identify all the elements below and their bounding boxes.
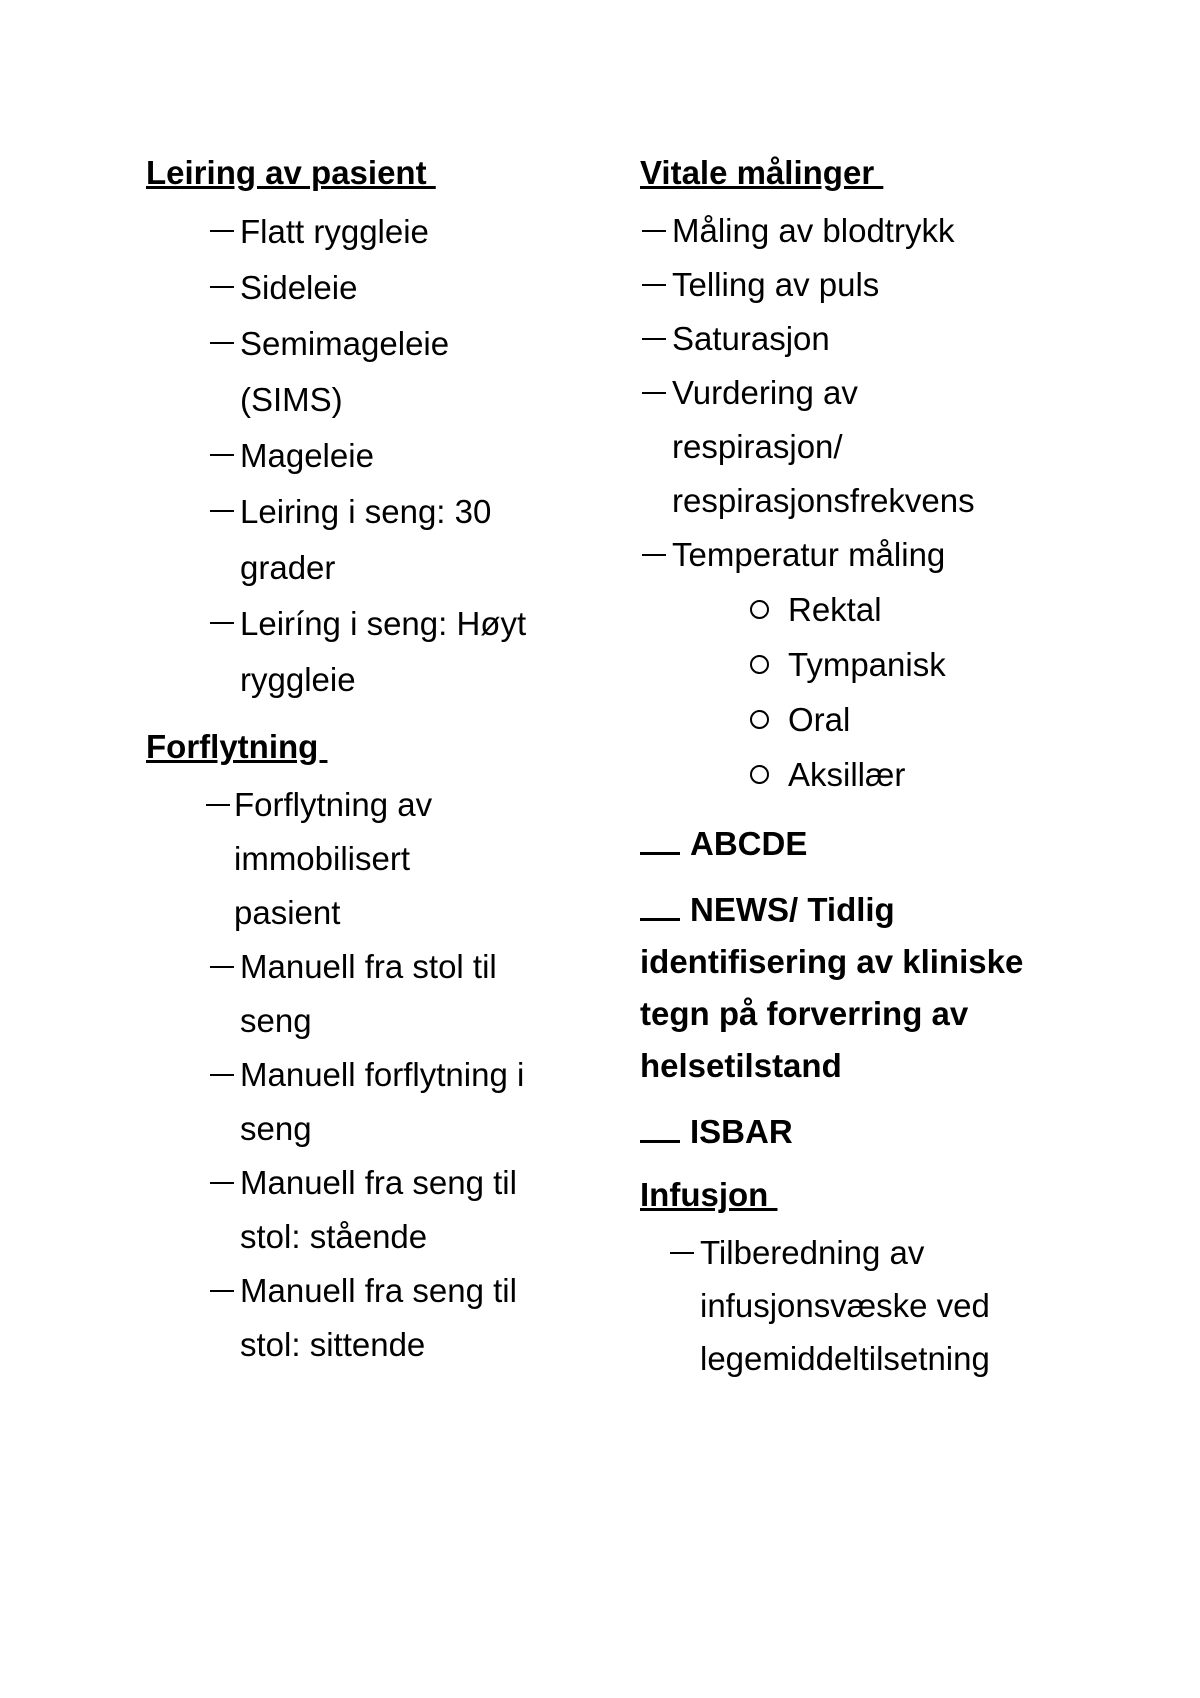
infusjon-list	[640, 1226, 1110, 1385]
checklist-item-label: Måling av blodtrykk	[672, 212, 955, 249]
checklist-item-abcde[interactable]	[640, 818, 1110, 870]
subitem-label: Oral	[788, 701, 851, 738]
blank-line-mark	[670, 1252, 694, 1254]
checklist-item-label: Telling av puls	[672, 266, 880, 303]
forflytning-list	[146, 778, 586, 1372]
checklist-item-label: Vurdering av respirasjon/ respirasjonsfrekvens	[672, 374, 975, 519]
section-forflytning	[146, 724, 586, 1372]
abcde-label: ABCDE	[690, 825, 808, 862]
subitem-label: Rektal	[788, 591, 882, 628]
checklist-item-label: Flatt ryggleie	[240, 213, 429, 250]
blank-line-mark	[210, 342, 234, 344]
checklist-item[interactable]	[640, 366, 975, 528]
circle-bullet-icon	[750, 765, 769, 784]
checklist-item[interactable]	[146, 316, 510, 428]
checklist-item[interactable]	[146, 1264, 570, 1372]
blank-line-mark	[210, 622, 234, 624]
checklist-item[interactable]	[146, 778, 474, 940]
checklist-item-label: Manuell forflytning i seng	[240, 1056, 525, 1147]
checklist-item[interactable]	[640, 312, 1092, 366]
blank-line-mark	[210, 286, 234, 288]
isbar-label: ISBAR	[690, 1113, 793, 1150]
checklist-item-label: Temperatur måling	[672, 536, 946, 573]
temperature-sublist	[640, 582, 1110, 802]
checklist-item-label: Leiring i seng: 30 grader	[240, 493, 492, 586]
checklist-item-news[interactable]	[640, 884, 1060, 1092]
right-column	[640, 150, 1110, 1401]
checklist-item-label: Semimageleie (SIMS)	[240, 325, 450, 418]
checklist-item-label: Mageleie	[240, 437, 374, 474]
subitem-label: Tympanisk	[788, 646, 946, 683]
blank-line-mark	[210, 454, 234, 456]
checklist-item-label: Forflytning av immobilisert pasient	[234, 786, 433, 931]
blank-line-mark	[210, 966, 234, 968]
blank-line-mark	[642, 392, 666, 394]
blank-line-mark	[642, 338, 666, 340]
blank-line-mark	[210, 230, 234, 232]
blank-line-mark	[642, 284, 666, 286]
checklist-item-label: Manuell fra stol til seng	[240, 948, 497, 1039]
checklist-item[interactable]	[146, 204, 580, 260]
section-heading-infusjon: Infusjon	[640, 1176, 778, 1213]
checklist-item[interactable]	[640, 1226, 1040, 1385]
checklist-item[interactable]	[146, 260, 580, 316]
checklist-item[interactable]	[146, 484, 540, 596]
checklist-item-label: Tilberedning av infusjonsvæske ved legemiddeltilsetning	[700, 1234, 990, 1377]
vitale-list	[640, 204, 1110, 582]
section-infusjon	[640, 1172, 1110, 1385]
checklist-item-label: Leiríng i seng: Høyt ryggleie	[240, 605, 527, 698]
blank-line-mark	[210, 1290, 234, 1292]
checklist-item-label: Manuell fra seng til stol: sittende	[240, 1272, 517, 1363]
circle-bullet-icon	[750, 655, 769, 674]
blank-line-mark	[640, 918, 680, 921]
checklist-item[interactable]	[146, 1048, 570, 1156]
section-heading-forflytning: Forflytning	[146, 728, 328, 765]
blank-line-mark	[640, 1140, 680, 1143]
checklist-item[interactable]	[146, 940, 560, 1048]
section-heading-leiring: Leiring av pasient	[146, 154, 436, 191]
blank-line-mark	[206, 804, 230, 806]
checklist-item-label: Saturasjon	[672, 320, 830, 357]
leiring-list	[146, 204, 586, 708]
checklist-item[interactable]	[640, 258, 1092, 312]
blank-line-mark	[210, 1074, 234, 1076]
checklist-item[interactable]	[146, 428, 580, 484]
section-heading-vitale: Vitale målinger	[640, 154, 884, 191]
checklist-item[interactable]	[640, 528, 1092, 582]
section-vitale	[640, 150, 1110, 802]
blank-line-mark	[210, 1182, 234, 1184]
temperature-subitem[interactable]	[640, 692, 1110, 747]
circle-bullet-icon	[750, 710, 769, 729]
temperature-subitem[interactable]	[640, 637, 1110, 692]
subitem-label: Aksillær	[788, 756, 906, 793]
blank-line-mark	[642, 230, 666, 232]
checklist-item[interactable]	[640, 204, 1092, 258]
news-label: NEWS/ Tidlig identifisering av kliniske tegn på forverring av helsetilstand	[640, 891, 1024, 1084]
left-column	[146, 150, 586, 1388]
blank-line-mark	[640, 852, 680, 855]
temperature-subitem[interactable]	[640, 747, 1110, 802]
checklist-item[interactable]	[146, 1156, 570, 1264]
section-leiring	[146, 150, 586, 708]
checklist-item-isbar[interactable]	[640, 1106, 1110, 1158]
blank-line-mark	[210, 510, 234, 512]
checklist-item-label: Sideleie	[240, 269, 358, 306]
circle-bullet-icon	[750, 600, 769, 619]
checklist-item-label: Manuell fra seng til stol: stående	[240, 1164, 517, 1255]
blank-line-mark	[642, 554, 666, 556]
checklist-item[interactable]	[146, 596, 560, 708]
temperature-subitem[interactable]	[640, 582, 1110, 637]
